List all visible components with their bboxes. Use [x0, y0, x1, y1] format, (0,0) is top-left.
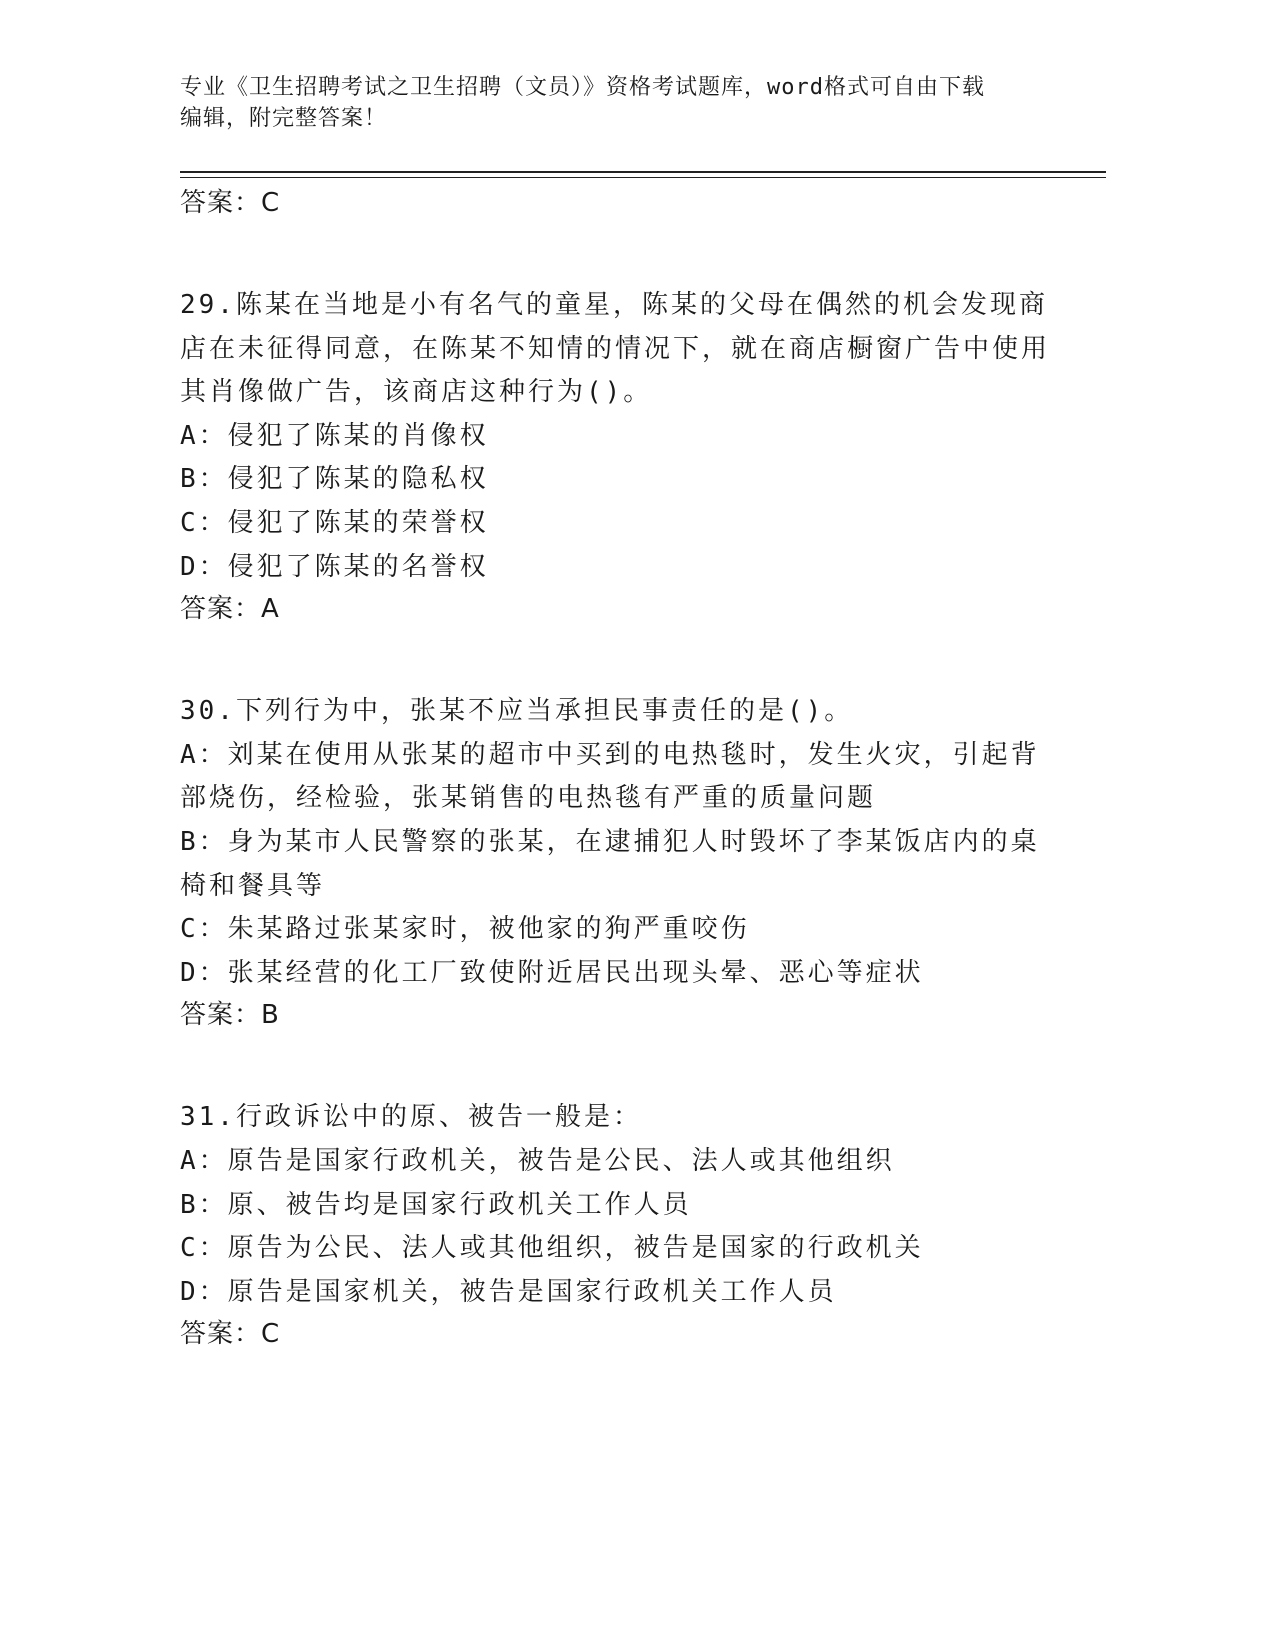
question-30 — [180, 690, 1050, 1035]
option-c: C：原告为公民、法人或其他组织，被告是国家的行政机关 — [180, 1233, 924, 1264]
header-divider-thick — [180, 171, 1106, 173]
option-a: A：侵犯了陈某的肖像权 — [180, 420, 489, 451]
question-text: 29.陈某在当地是小有名气的童星，陈某的父母在偶然的机会发现商店在未征得同意，在陈某不知情的情况下，就在商店橱窗广告中使用其肖像做广告，该商店这种行为()。 — [180, 290, 1051, 408]
option-b: B：原、被告均是国家行政机关工作人员 — [180, 1189, 692, 1220]
question-29 — [180, 284, 1050, 629]
option-a: A：刘某在使用从张某的超市中买到的电热毯时，发生火灾，引起背部烧伤，经检验，张某销售的电热毯有严重的质量问题 — [180, 739, 1040, 814]
question-31 — [180, 1096, 1050, 1354]
option-a: A：原告是国家行政机关，被告是公民、法人或其他组织 — [180, 1145, 895, 1176]
question-list — [180, 183, 1050, 1354]
header-line-1: 专业《卫生招聘考试之卫生招聘（文员）》资格考试题库，word格式可自由下载 — [180, 75, 985, 100]
answer-line: 答案：C — [180, 1319, 281, 1350]
option-d: D：张某经营的化工厂致使附近居民出现头晕、恶心等症状 — [180, 957, 924, 988]
option-c: C：侵犯了陈某的荣誉权 — [180, 507, 489, 538]
answer-line: 答案：A — [180, 594, 280, 625]
answer-line: 答案：C — [180, 188, 281, 218]
option-b: B：侵犯了陈某的隐私权 — [180, 464, 489, 495]
option-b: B：身为某市人民警察的张某，在逮捕犯人时毁坏了李某饭店内的桌椅和餐具等 — [180, 826, 1040, 901]
header-line-2: 编辑，附完整答案！ — [180, 106, 388, 131]
question-text: 30.下列行为中，张某不应当承担民事责任的是()。 — [180, 696, 854, 727]
option-c: C：朱某路过张某家时，被他家的狗严重咬伤 — [180, 914, 750, 945]
option-d: D：原告是国家机关，被告是国家行政机关工作人员 — [180, 1276, 837, 1307]
answer-line: 答案：B — [180, 1000, 280, 1031]
question-text: 31.行政诉讼中的原、被告一般是： — [180, 1102, 642, 1133]
document-header — [180, 72, 1060, 134]
option-d: D：侵犯了陈某的名誉权 — [180, 551, 489, 582]
header-divider-thin — [180, 177, 1106, 178]
